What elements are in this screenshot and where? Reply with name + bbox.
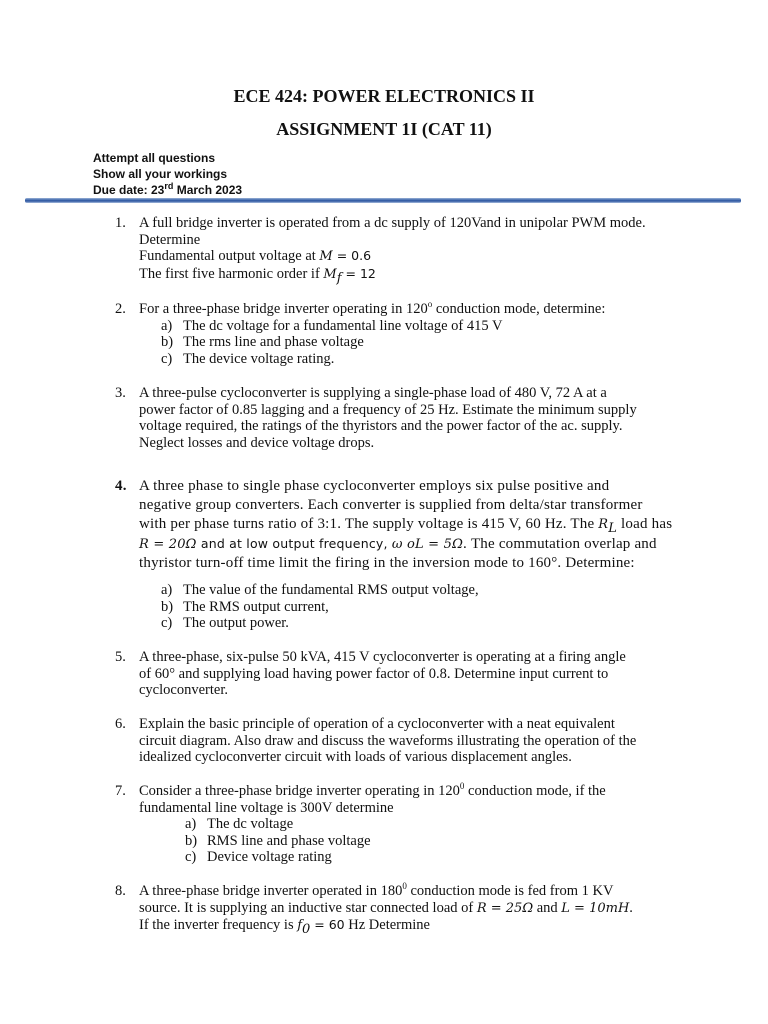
- question-number: 2.: [115, 301, 126, 317]
- sub-question: c) The device voltage rating.: [161, 350, 335, 367]
- question-text: source. It is supplying an inductive star connected load of R = 25Ω and L = 10mH.: [139, 899, 633, 916]
- question-1: [115, 215, 685, 286]
- sub-question: a) The value of the fundamental RMS output voltage,: [161, 582, 479, 598]
- question-text: Determine: [139, 231, 201, 248]
- sub-question: b) RMS line and phase voltage: [185, 832, 371, 849]
- instruction-line: Attempt all questions: [93, 151, 216, 165]
- question-text: with per phase turns ratio of 3:1. The supply voltage is 415 V, 60 Hz. The $R_L$ load has: [139, 516, 673, 536]
- question-2: [115, 301, 685, 367]
- sub-question-list: [185, 816, 685, 866]
- question-text: negative group converters. Each converter is supplied from delta/star transformer: [139, 497, 643, 513]
- question-number: 5.: [115, 649, 126, 665]
- question-number: 3.: [115, 385, 126, 401]
- question-text: The first five harmonic order if $M_f = 12$: [139, 265, 376, 286]
- question-4: [115, 477, 685, 573]
- question-text: Consider a three-phase bridge inverter operating in $120^0$ conduction mode, if the: [139, 781, 606, 799]
- sub-question: b) The RMS output current,: [161, 598, 329, 615]
- header-divider: [25, 198, 741, 203]
- question-8: [115, 883, 685, 935]
- question-number: 8.: [115, 883, 126, 899]
- question-text: fundamental line voltage is 300V determine: [139, 799, 394, 816]
- question-text: idealized cycloconverter circuit with loads of various displacement angles.: [139, 749, 572, 765]
- question-text: If the inverter frequency is $f_0 = 60$ Hz Determine: [139, 917, 430, 937]
- question-text: thyristor turn-off time limit the firing in the inversion mode to 160°. Determine:: [139, 555, 635, 571]
- question-number: 7.: [115, 783, 126, 799]
- sub-question: a) The dc voltage for a fundamental line voltage of 415 V: [161, 317, 503, 334]
- question-text: of 60° and supplying load having power factor of 0.8. Determine input current to: [139, 665, 609, 682]
- instruction-line: Show all your workings: [93, 167, 228, 181]
- instructions: [93, 150, 242, 198]
- question-6: [115, 716, 685, 766]
- question-text: cycloconverter.: [139, 682, 228, 698]
- question-text: voltage required, the ratings of the thyristors and the power factor of the ac. supply.: [139, 418, 623, 434]
- sub-question: c) The output power.: [161, 615, 289, 631]
- question-text: A three-pulse cycloconverter is supplying a single-phase load of 480 V, 72 A at a: [139, 385, 607, 401]
- question-text: R = 20Ω and at low output frequency, ω oL = 5Ω. The commutation overlap and: [139, 536, 657, 552]
- question-4-parts: [115, 582, 685, 632]
- sub-question: a) The dc voltage: [185, 816, 294, 832]
- question-number: 6.: [115, 716, 126, 732]
- sub-question-list: [161, 582, 685, 632]
- question-text: Fundamental output voltage at M = 0.6: [139, 248, 372, 264]
- question-text: circuit diagram. Also draw and discuss the waveforms illustrating the operation of the: [139, 732, 637, 749]
- question-3: [115, 385, 685, 451]
- question-text: For a three-phase bridge inverter operating in 120$^o$ conduction mode, determine:: [139, 299, 606, 317]
- question-text: Explain the basic principle of operation of a cycloconverter with a neat equivalent: [139, 716, 615, 732]
- question-number: 4.: [115, 478, 127, 494]
- question-5: [115, 649, 685, 699]
- course-title: ECE 424: POWER ELECTRONICS II: [233, 86, 535, 106]
- question-7: [115, 783, 685, 866]
- question-text: A three-phase, six-pulse 50 kVA, 415 V cycloconverter is operating at a firing angle: [139, 649, 626, 665]
- question-text: A full bridge inverter is operated from a dc supply of 120Vand in unipolar PWM mode.: [139, 215, 646, 231]
- sub-question: b) The rms line and phase voltage: [161, 334, 364, 350]
- question-text: A three-phase bridge inverter operated in $180^0$ conduction mode is fed from 1 KV: [139, 881, 614, 899]
- question-text: A three phase to single phase cycloconverter employs six pulse positive and: [139, 478, 610, 494]
- question-text: Neglect losses and device voltage drops.: [139, 434, 375, 451]
- due-date: Due date: 23rd March 2023: [93, 181, 243, 197]
- question-number: 1.: [115, 215, 126, 231]
- sub-question-list: [161, 318, 685, 368]
- assignment-title: ASSIGNMENT 1I (CAT 11): [276, 119, 492, 139]
- question-text: power factor of 0.85 lagging and a frequency of 25 Hz. Estimate the minimum supply: [139, 401, 637, 418]
- sub-question: c) Device voltage rating: [185, 849, 332, 865]
